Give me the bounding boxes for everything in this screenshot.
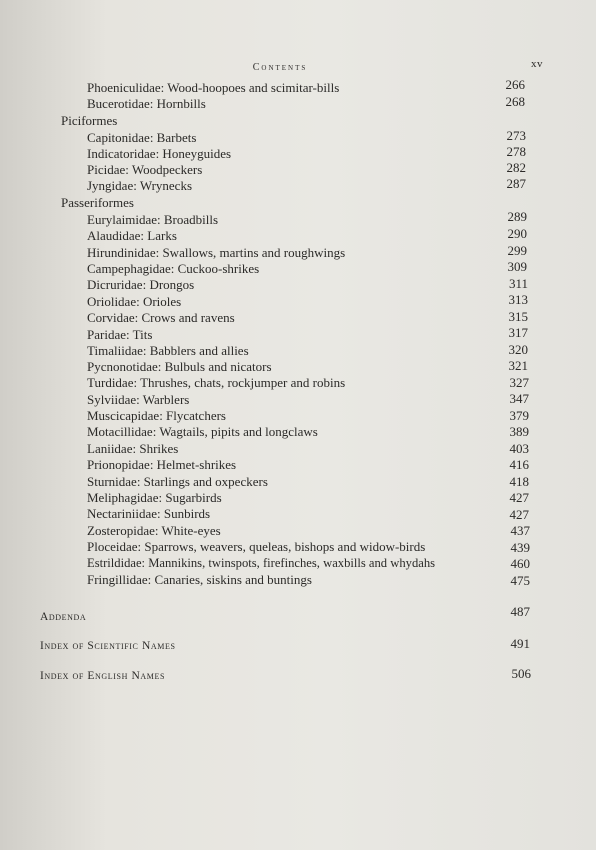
toc-page-phoeniculidae: 266: [505, 77, 525, 92]
toc-order-passeriformes: Passeriformes: [61, 195, 134, 210]
toc-page-jyngidae: 287: [506, 176, 526, 191]
toc-section-addenda: Addenda: [40, 611, 87, 623]
toc-entry-eurylaimidae: Eurylaimidae: Broadbills: [87, 212, 219, 227]
toc-page-nectariniidae: 427: [509, 507, 529, 522]
toc-entry-paridae: Paridae: Tits: [87, 327, 153, 342]
toc-page-motacillidae: 389: [509, 424, 529, 439]
toc-page-campephagidae: 309: [507, 259, 527, 274]
running-header-title: Contents: [252, 62, 308, 73]
toc-entry-pycnonotidae: Pycnonotidae: Bulbuls and nicators: [87, 359, 272, 374]
toc-entry-corvidae: Corvidae: Crows and ravens: [87, 310, 235, 325]
toc-page-laniidae: 403: [509, 441, 529, 456]
toc-entry-sturnidae: Sturnidae: Starlings and oxpeckers: [87, 474, 268, 489]
toc-page-paridae: 317: [508, 325, 528, 340]
toc-page-addenda: 487: [510, 604, 530, 619]
toc-page-index-english: 506: [511, 666, 531, 681]
toc-page-timaliidae: 320: [508, 342, 528, 357]
toc-page-estrildidae: 460: [510, 556, 530, 571]
toc-page-muscicapidae: 379: [509, 408, 529, 423]
toc-page-sylviidae: 347: [509, 391, 529, 406]
toc-page-hirundinidae: 299: [507, 243, 527, 258]
toc-order-piciformes: Piciformes: [61, 113, 118, 128]
toc-page-indicatoridae: 278: [506, 144, 526, 159]
toc-entry-turdidae: Turdidae: Thrushes, chats, rockjumper and robins: [87, 375, 346, 390]
toc-entry-timaliidae: Timaliidae: Babblers and allies: [87, 343, 249, 358]
toc-page-dicruridae: 311: [508, 276, 528, 291]
toc-entry-alaudidae: Alaudidae: Larks: [87, 228, 177, 243]
running-header-page-number: xv: [531, 58, 543, 70]
toc-section-index-english: Index of English Names: [40, 670, 165, 682]
toc-page-sturnidae: 418: [509, 474, 529, 489]
toc-page-pycnonotidae: 321: [508, 358, 528, 373]
toc-page-prionopidae: 416: [509, 457, 529, 472]
toc-entry-indicatoridae: Indicatoridae: Honeyguides: [87, 146, 232, 161]
toc-entry-meliphagidae: Meliphagidae: Sugarbirds: [87, 490, 222, 505]
toc-page-fringillidae: 475: [510, 573, 530, 588]
toc-entry-campephagidae: Campephagidae: Cuckoo-shrikes: [87, 261, 260, 276]
toc-page-turdidae: 327: [509, 375, 529, 390]
toc-page-corvidae: 315: [508, 309, 528, 324]
toc-section-index-scientific: Index of Scientific Names: [40, 640, 176, 652]
toc-entry-oriolidae: Oriolidae: Orioles: [87, 294, 182, 309]
toc-entry-phoeniculidae: Phoeniculidae: Wood-hoopoes and scimitar-bills: [87, 80, 340, 95]
toc-entry-zosteropidae: Zosteropidae: White-eyes: [87, 523, 221, 538]
toc-entry-ploceidae: Ploceidae: Sparrows, weavers, queleas, bishops and widow-birds: [87, 539, 426, 554]
toc-entry-laniidae: Laniidae: Shrikes: [87, 441, 179, 456]
toc-entry-jyngidae: Jyngidae: Wrynecks: [87, 178, 193, 193]
toc-entry-motacillidae: Motacillidae: Wagtails, pipits and longclaws: [87, 424, 318, 439]
toc-entry-estrildidae: Estrildidae: Mannikins, twinspots, firefinches, waxbills and whydahs: [87, 556, 436, 570]
toc-entry-bucerotidae: Bucerotidae: Hornbills: [87, 96, 206, 111]
toc-entry-fringillidae: Fringillidae: Canaries, siskins and buntings: [87, 572, 312, 587]
toc-page-alaudidae: 290: [507, 226, 527, 241]
toc-entry-capitonidae: Capitonidae: Barbets: [87, 130, 197, 145]
toc-entry-dicruridae: Dicruridae: Drongos: [87, 277, 195, 292]
toc-page-meliphagidae: 427: [509, 490, 529, 505]
toc-page-capitonidae: 273: [506, 128, 526, 143]
toc-entry-sylviidae: Sylviidae: Warblers: [87, 392, 190, 407]
toc-entry-picidae: Picidae: Woodpeckers: [87, 162, 203, 177]
toc-page-zosteropidae: 437: [510, 523, 530, 538]
toc-entry-hirundinidae: Hirundinidae: Swallows, martins and roughwings: [87, 245, 346, 260]
toc-page-ploceidae: 439: [510, 540, 530, 555]
toc-page-eurylaimidae: 289: [507, 209, 527, 224]
toc-page-picidae: 282: [506, 160, 526, 175]
toc-page-index-scientific: 491: [510, 636, 530, 651]
toc-entry-prionopidae: Prionopidae: Helmet-shrikes: [87, 457, 237, 472]
toc-entry-nectariniidae: Nectariniidae: Sunbirds: [87, 506, 211, 521]
toc-entry-muscicapidae: Muscicapidae: Flycatchers: [87, 408, 226, 423]
toc-page-bucerotidae: 268: [505, 94, 525, 109]
toc-page-oriolidae: 313: [508, 292, 528, 307]
